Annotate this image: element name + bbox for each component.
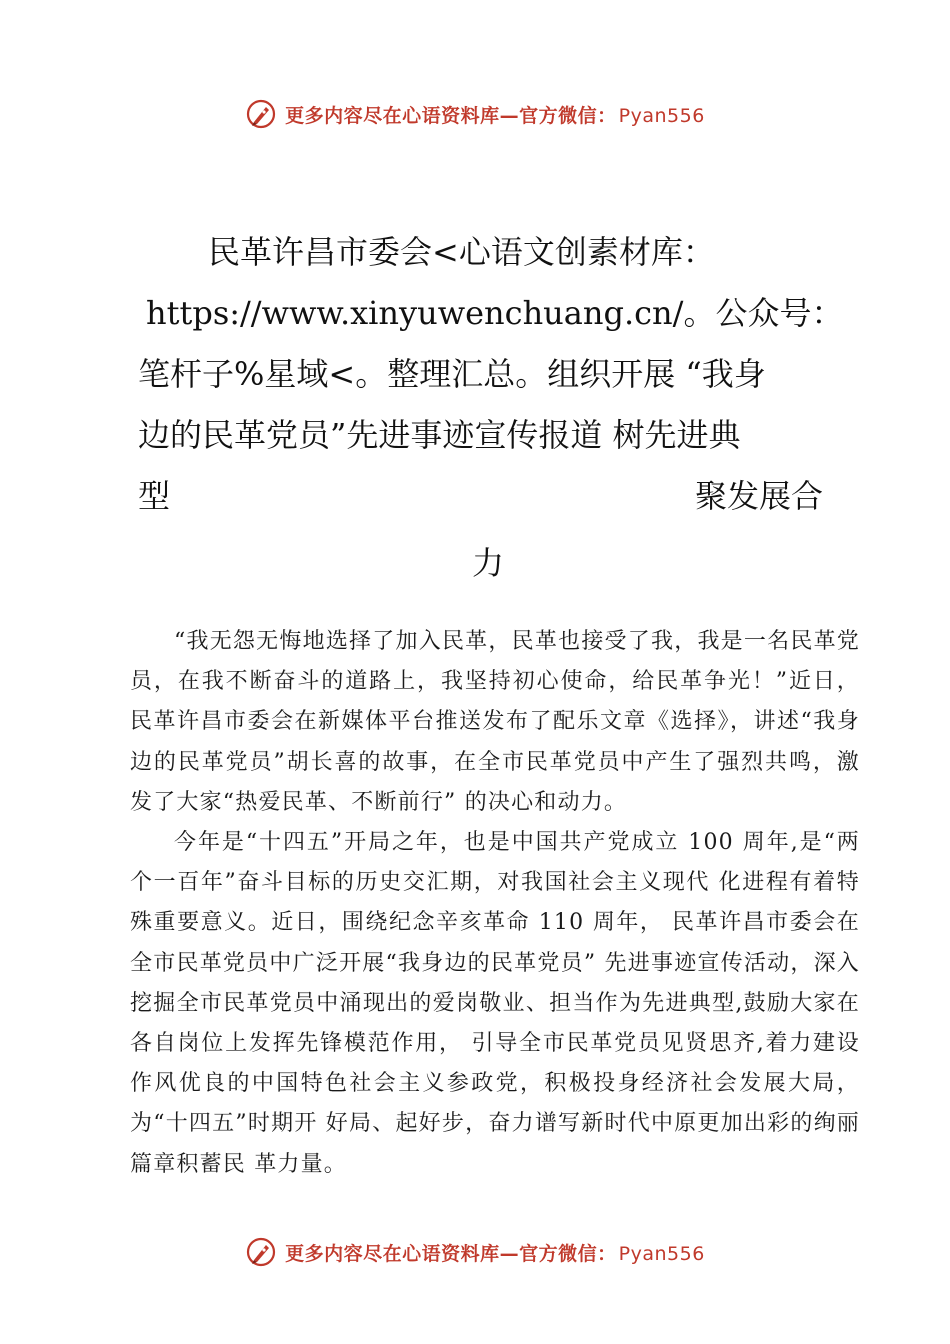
banner-text [285, 1239, 705, 1266]
banner-wechat-id: Pyan556 [618, 104, 705, 127]
title-line-5-left: 型 [138, 477, 171, 515]
title-line-3: 笔杆子%星域<。整理汇总。组织开展 “我身 [138, 355, 766, 393]
title-line-5 [138, 466, 838, 527]
title-line-4: 边的民革党员”先进事迹宣传报道 树先进典 [138, 416, 741, 454]
banner-text [285, 101, 705, 128]
paragraph-2: 今年是“十四五”开局之年，也是中国共产党成立 100 周年,是“两个一百年”奋斗目标的历史交汇期，对我国社会主义现代 化进程有着特殊重要意义。近日，围绕纪念辛亥革命 110 周年， 民革许昌市委会在全市民革党员中广泛开展“我身边的民革党员” 先进事迹宣传活动，深入挖掘全市民革党员中涌现出的爱岗敬业、担当作为先进典型,鼓励大家在各自岗位上发挥先锋模范作用， 引导全市民革党员见贤思齐,着力建设作风优良的中国特色社会主义参政党，积极投身经济社会发展大局，为“十四五”时期开 好局、起好步，奋力谱写新时代中原更加出彩的绚丽篇章积蓄民 革力量。 [130, 830, 860, 1177]
banner-main-text: 更多内容尽在心语资料库—官方微信： [285, 104, 617, 127]
footer-banner [0, 1232, 950, 1272]
fountain-pen-logo-icon [245, 1236, 277, 1268]
document-title [138, 222, 844, 594]
title-line-1: 民革许昌市委会<心语文创素材库： [208, 233, 715, 271]
banner-main-text: 更多内容尽在心语资料库—官方微信： [285, 1242, 617, 1265]
fountain-pen-logo-icon [245, 98, 277, 130]
header-banner [0, 94, 950, 134]
title-line-2: https://www.xinyuwenchuang.cn/。公众号： [146, 294, 844, 332]
article-body [130, 622, 860, 1185]
title-line-5-right: 聚发展合 [694, 477, 823, 515]
paragraph-1: “我无怨无悔地选择了加入民革，民革也接受了我，我是一名民革党员，在我不断奋斗的道路上，我坚持初心使命，给民革争光！”近日，民革许昌市委会在新媒体平台推送发布了配乐文章《选择》，讲述“我身边的民革党员”胡长喜的故事，在全市民革党员中产生了强烈共鸣，激发了大家“热爱民革、不断前行” 的决心和动力。 [130, 629, 860, 815]
title-line-6: 力 [471, 544, 504, 582]
banner-wechat-id: Pyan556 [618, 1242, 705, 1265]
